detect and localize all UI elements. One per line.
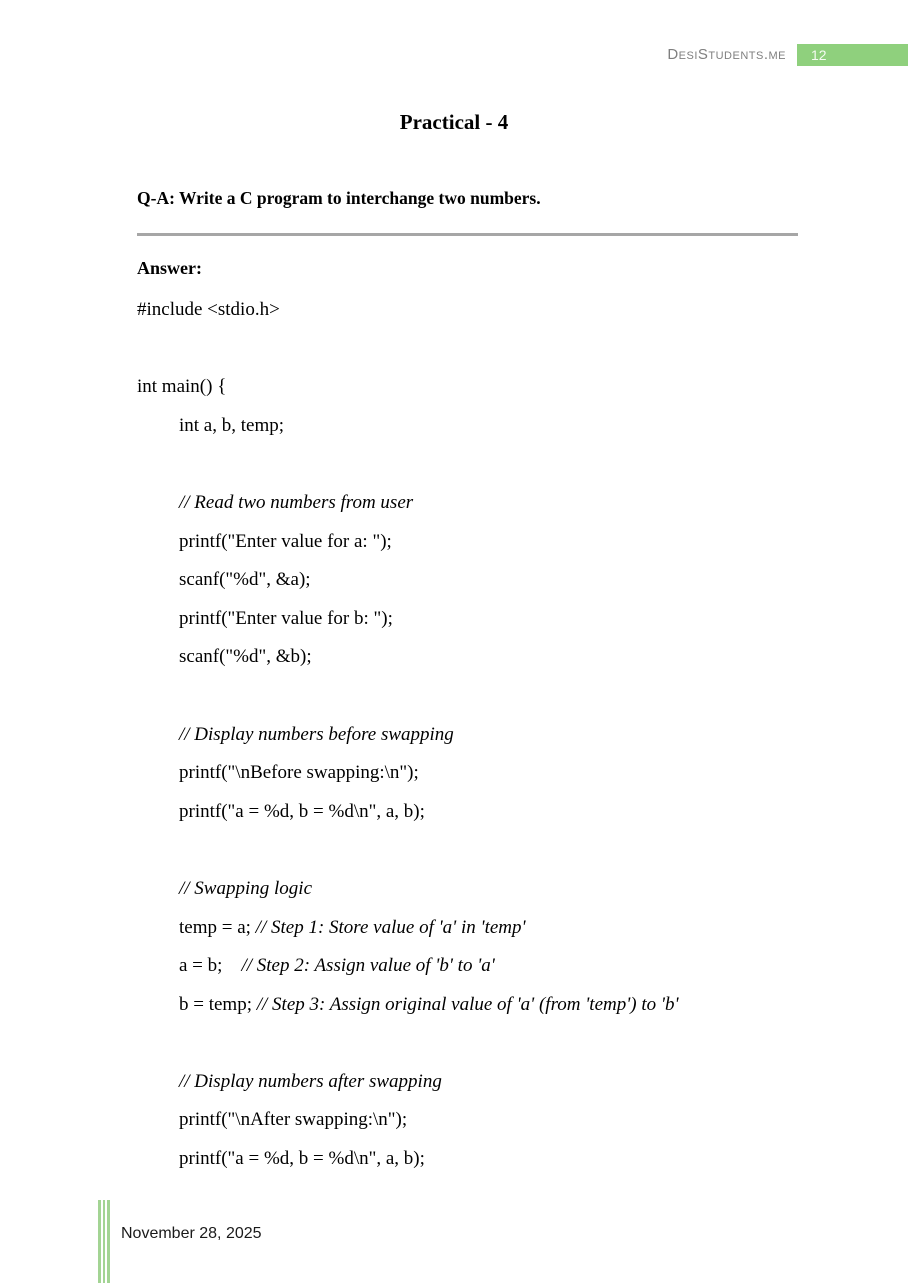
code-line bbox=[137, 484, 818, 523]
code-text: b = temp; bbox=[179, 993, 257, 1015]
code-line bbox=[137, 561, 818, 600]
code-text: printf("Enter value for a: "); bbox=[179, 530, 392, 552]
code-line bbox=[137, 831, 818, 870]
code-comment: // Step 1: Store value of 'a' in 'temp' bbox=[255, 916, 526, 938]
footer-bar bbox=[98, 1200, 101, 1283]
question-text: Q-A: Write a C program to interchange two numbers. bbox=[137, 188, 541, 208]
header-site-name: DesiStudents.me bbox=[667, 46, 786, 63]
code-text: #include <stdio.h> bbox=[137, 299, 280, 320]
code-line bbox=[137, 909, 818, 948]
code-line bbox=[137, 677, 818, 716]
code-line bbox=[137, 793, 818, 832]
code-line bbox=[137, 407, 818, 446]
code-comment: // Step 2: Assign value of 'b' to 'a' bbox=[241, 955, 495, 977]
code-text: temp = a; bbox=[179, 916, 256, 938]
footer-bar bbox=[107, 1200, 110, 1283]
code-line bbox=[137, 754, 818, 793]
code-line bbox=[137, 638, 818, 677]
footer-bar bbox=[103, 1200, 106, 1283]
code-line bbox=[137, 600, 818, 639]
code-comment: // Swapping logic bbox=[179, 877, 312, 899]
horizontal-divider bbox=[137, 233, 798, 236]
code-text: scanf("%d", &a); bbox=[179, 569, 311, 591]
code-line bbox=[137, 1140, 818, 1179]
code-line bbox=[137, 1101, 818, 1140]
code-comment: // Step 3: Assign original value of 'a' (from 'temp') to 'b' bbox=[256, 993, 679, 1015]
code-text: printf("\nAfter swapping:\n"); bbox=[179, 1109, 408, 1131]
code-line bbox=[137, 445, 818, 484]
code-line bbox=[137, 986, 818, 1025]
code-text: scanf("%d", &b); bbox=[179, 646, 312, 668]
code-text: printf("a = %d, b = %d\n", a, b); bbox=[179, 1148, 425, 1170]
code-line bbox=[137, 716, 818, 755]
footer-date: November 28, 2025 bbox=[121, 1225, 262, 1242]
code-line bbox=[137, 291, 818, 330]
code-comment: // Display numbers before swapping bbox=[179, 723, 454, 745]
answer-label: Answer: bbox=[137, 258, 202, 278]
code-line bbox=[137, 368, 818, 407]
code-comment: // Display numbers after swapping bbox=[179, 1070, 442, 1092]
page-title: Practical - 4 bbox=[399, 110, 509, 134]
code-text: int a, b, temp; bbox=[179, 414, 285, 436]
code-text: printf("Enter value for b: "); bbox=[179, 607, 393, 629]
code-line bbox=[137, 330, 818, 369]
code-line bbox=[137, 1024, 818, 1063]
code-text: printf("\nBefore swapping:\n"); bbox=[179, 762, 419, 784]
code-text: a = b; bbox=[179, 955, 242, 977]
code-line bbox=[137, 870, 818, 909]
page-number-badge: 12 bbox=[797, 44, 908, 66]
code-block bbox=[137, 291, 818, 1179]
code-text: printf("a = %d, b = %d\n", a, b); bbox=[179, 800, 425, 822]
code-comment: // Read two numbers from user bbox=[179, 491, 414, 513]
footer-accent-bars bbox=[98, 1200, 110, 1283]
code-line bbox=[137, 947, 818, 986]
code-line bbox=[137, 1063, 818, 1102]
code-text: int main() { bbox=[137, 376, 227, 398]
code-line bbox=[137, 523, 818, 562]
